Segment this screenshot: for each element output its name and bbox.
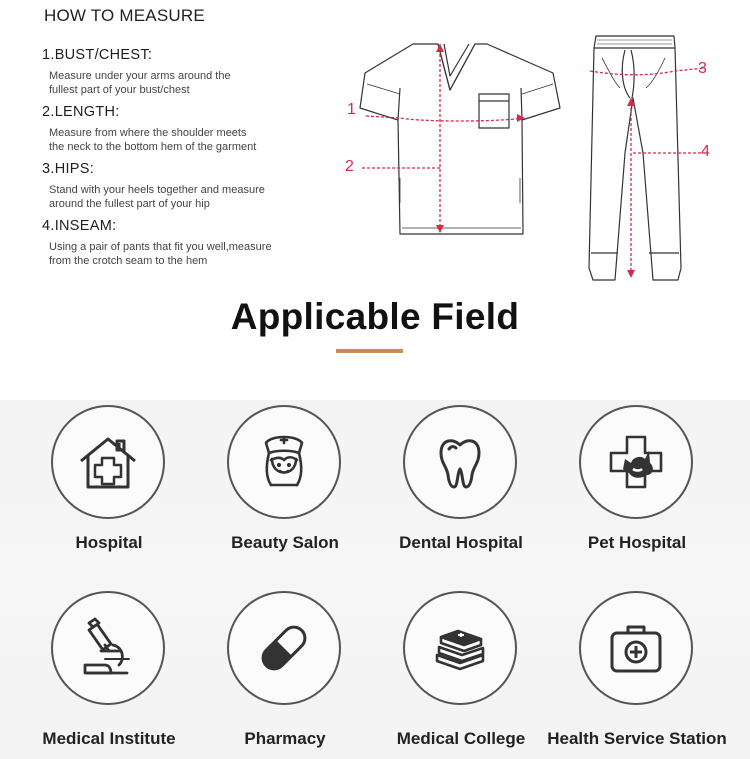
step-length [42,104,319,154]
step-hips [42,161,319,211]
step-description [49,240,319,268]
icon-circle [403,405,517,519]
field-pet-hospital [547,400,727,570]
step-description [49,126,319,154]
field-label: Beauty Salon [231,533,339,552]
step-line: Using a pair of pants that fit you well,measure [49,241,272,253]
step-description [49,69,319,97]
icon-circle [403,591,517,705]
step-heading: 2.LENGTH: [42,104,120,120]
house-cross-icon [75,429,141,495]
applicable-fields-grid [0,400,750,759]
step-line: from the crotch seam to the hem [49,255,208,267]
field-label: Medical College [396,729,526,748]
icon-circle [51,405,165,519]
marker-2: 2 [345,158,354,175]
step-line: the neck to the bottom hem of the garment [49,141,257,153]
title-underline [336,349,403,353]
tooth-icon [427,429,493,495]
step-heading: 1.BUST/CHEST: [42,47,153,63]
step-heading: 3.HIPS: [42,161,95,177]
field-pharmacy [195,586,375,756]
field-medical-institute [19,586,199,756]
nurse-icon [251,429,317,495]
marker-3: 3 [698,60,707,77]
step-line: Stand with your heels together and measure [49,184,265,196]
icon-circle [51,591,165,705]
field-label: Medical Institute [42,729,176,748]
pocket [479,94,509,128]
first-aid-kit-icon [603,615,669,681]
step-description [49,183,319,211]
step-inseam [42,218,319,268]
icon-circle [579,591,693,705]
field-label: Pharmacy [244,729,326,748]
books-icon [427,615,493,681]
how-to-measure-section [0,0,750,290]
pet-cross-icon [603,429,669,495]
field-label: Hospital [75,533,143,552]
step-line: around the fullest part of your hip [49,198,210,210]
step-heading: 4.INSEAM: [42,218,117,234]
field-beauty-salon [195,400,375,570]
field-health-service-station [547,586,727,756]
field-hospital [19,400,199,570]
garment-diagram [340,28,720,288]
step-line: fullest part of your bust/chest [49,84,190,96]
icon-circle [227,405,341,519]
step-bust [42,47,319,97]
microscope-icon [75,615,141,681]
icon-circle [579,405,693,519]
measure-title: HOW TO MEASURE [44,6,205,25]
field-label: Dental Hospital [399,533,523,552]
field-dental-hospital [371,400,551,570]
hip-line [590,68,705,75]
field-label: Pet Hospital [587,533,687,552]
step-line: Measure under your arms around the [49,70,231,82]
marker-4: 4 [701,143,710,160]
field-label: Health Service Station [547,729,727,748]
marker-1: 1 [347,101,356,118]
step-line: Measure from where the shoulder meets [49,127,247,139]
icon-circle [227,591,341,705]
pill-icon [251,615,317,681]
field-medical-college [371,586,551,756]
applicable-field-title: Applicable Field [230,296,520,337]
